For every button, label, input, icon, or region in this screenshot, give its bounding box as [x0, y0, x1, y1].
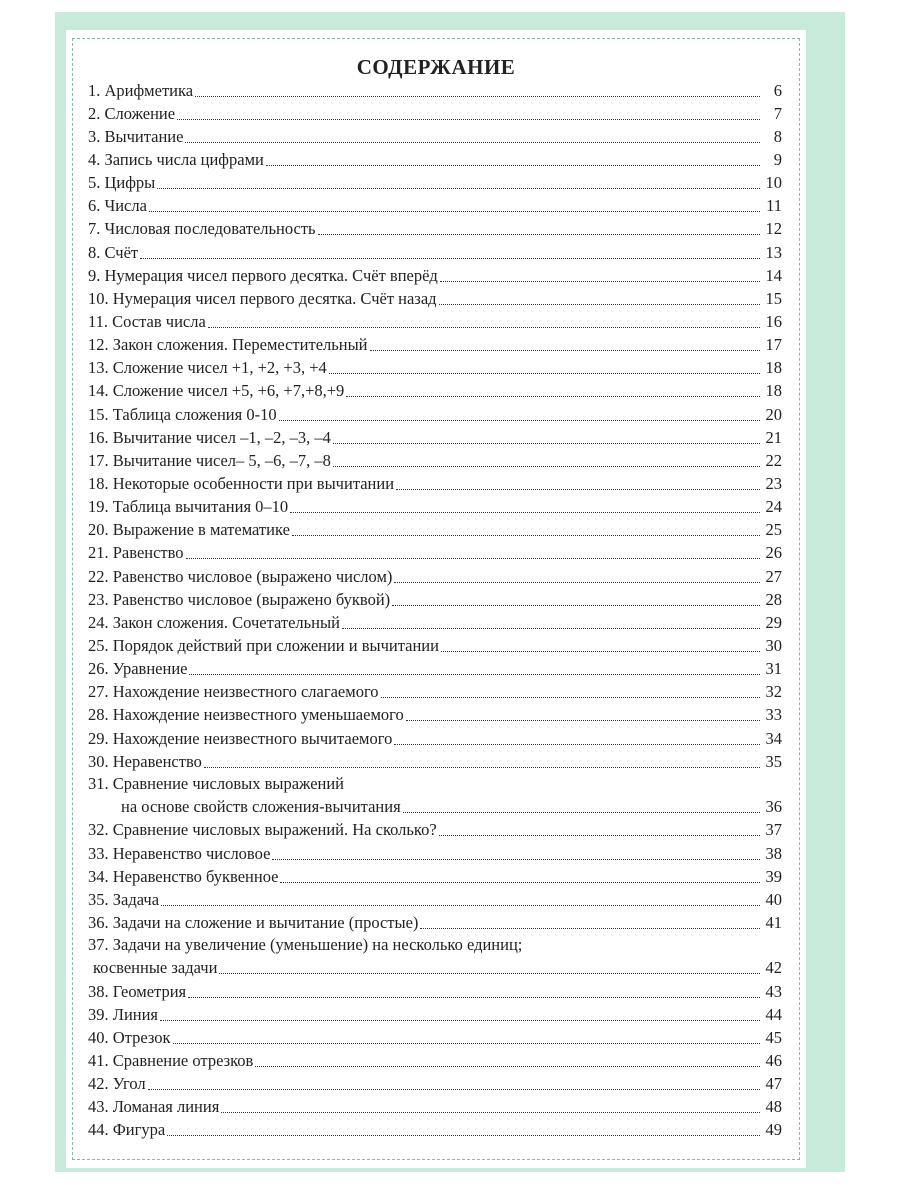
toc-page-number: 43	[765, 981, 782, 1001]
page-title: СОДЕРЖАНИЕ	[356, 55, 516, 79]
toc-entry[interactable]	[88, 286, 782, 309]
toc-entry-title: 37. Задачи на увеличение (уменьшение) на несколько единиц;	[88, 934, 523, 954]
dot-leader	[290, 511, 760, 513]
dot-leader	[195, 95, 760, 97]
dot-leader	[149, 210, 760, 212]
toc-entry[interactable]	[88, 309, 782, 332]
toc-entry-title: 15. Таблица сложения 0-10	[88, 404, 277, 424]
toc-entry[interactable]	[88, 656, 782, 679]
toc-entry-title: 14. Сложение чисел +5, +6, +7,+8,+9	[88, 381, 345, 401]
toc-entry[interactable]	[88, 355, 782, 378]
toc-page-number: 22	[765, 450, 782, 470]
toc-entry[interactable]	[88, 725, 782, 748]
toc-entry-title: 21. Равенство	[88, 543, 184, 563]
dot-leader	[333, 442, 760, 444]
toc-entry[interactable]	[88, 239, 782, 262]
dot-leader	[439, 303, 760, 305]
toc-entry[interactable]	[88, 749, 782, 772]
toc-entry-title: 24. Закон сложения. Сочетательный	[88, 612, 340, 632]
toc-entry[interactable]	[88, 448, 782, 471]
toc-page-number: 46	[765, 1050, 782, 1070]
toc-page-number: 6	[773, 80, 782, 100]
dot-leader	[279, 419, 760, 421]
toc-page-number: 33	[765, 705, 782, 725]
toc-page-number: 37	[765, 820, 782, 840]
toc-entry-title: 11. Состав числа	[88, 312, 206, 332]
toc-entry-title: 12. Закон сложения. Переместительный	[88, 335, 368, 355]
dot-leader	[272, 858, 760, 860]
toc-entry-title: 44. Фигура	[88, 1120, 166, 1140]
dot-leader	[167, 1134, 760, 1136]
toc-entry[interactable]	[88, 1025, 782, 1048]
toc-page-number: 45	[765, 1027, 782, 1047]
dot-leader	[177, 118, 760, 120]
dot-leader	[440, 280, 760, 282]
dot-leader	[173, 1042, 760, 1044]
toc-entry[interactable]	[88, 147, 782, 170]
dot-leader	[396, 488, 760, 490]
toc-entry-title: 10. Нумерация чисел первого десятка. Счёт назад	[88, 288, 437, 308]
toc-page-number: 9	[773, 150, 782, 170]
toc-entry-title: 27. Нахождение неизвестного слагаемого	[88, 682, 379, 702]
toc-page-number: 11	[766, 196, 782, 216]
toc-entry-title: 16. Вычитание чисел –1, –2, –3, –4	[88, 427, 331, 447]
toc-page-number: 8	[773, 126, 782, 146]
toc-entry-title: 20. Выражение в математике	[88, 520, 290, 540]
toc-page-number: 40	[765, 889, 782, 909]
toc-entry[interactable]	[88, 1002, 782, 1025]
dot-leader	[219, 972, 760, 974]
toc-entry[interactable]	[88, 702, 782, 725]
toc-page-number: 32	[765, 682, 782, 702]
toc-entry-title: на основе свойств сложения-вычитания	[121, 797, 401, 817]
dot-leader	[255, 1065, 760, 1067]
toc-page-number: 48	[765, 1097, 782, 1117]
toc-page-number: 42	[765, 958, 782, 978]
toc-entry[interactable]	[88, 1071, 782, 1094]
toc-entry-title: 19. Таблица вычитания 0–10	[88, 497, 289, 517]
toc-entry-title: 4. Запись числа цифрами	[88, 150, 264, 170]
dot-leader	[406, 719, 760, 721]
toc-page-number: 28	[765, 589, 782, 609]
toc-page-number: 49	[765, 1120, 782, 1140]
toc-entry-title: 28. Нахождение неизвестного уменьшаемого	[88, 705, 404, 725]
toc-entry-title: 13. Сложение чисел +1, +2, +3, +4	[88, 358, 327, 378]
dot-leader	[266, 164, 760, 166]
toc-entry-title: косвенные задачи	[93, 958, 218, 978]
dot-leader	[403, 811, 760, 813]
toc-entry-title: 38. Геометрия	[88, 981, 187, 1001]
toc-entry[interactable]	[88, 494, 782, 517]
toc-entry-title: 39. Линия	[88, 1004, 159, 1024]
toc-entry-title: 2. Сложение	[88, 103, 176, 123]
toc-page-number: 18	[765, 381, 782, 401]
toc-page-number: 34	[765, 728, 782, 748]
toc-entry[interactable]	[88, 216, 782, 239]
dot-leader	[208, 326, 760, 328]
toc-page-number: 23	[765, 474, 782, 494]
toc-entry[interactable]	[88, 540, 782, 563]
toc-page-number: 26	[765, 543, 782, 563]
dot-leader	[420, 927, 760, 929]
toc-entry-title: 40. Отрезок	[88, 1027, 171, 1047]
toc-entry-title: 31. Сравнение числовых выражений	[88, 773, 345, 793]
dot-leader	[185, 141, 760, 143]
dot-leader	[160, 1019, 760, 1021]
toc-entry-title: 33. Неравенство числовое	[88, 843, 271, 863]
dot-leader	[394, 581, 760, 583]
toc-entry[interactable]	[88, 332, 782, 355]
toc-entry-title: 9. Нумерация чисел первого десятка. Счёт вперёд	[88, 265, 438, 285]
toc-page-number: 18	[765, 358, 782, 378]
toc-page-number: 31	[765, 659, 782, 679]
toc-entry[interactable]	[88, 1117, 782, 1140]
dot-leader	[394, 743, 760, 745]
toc-entry[interactable]	[88, 910, 782, 933]
toc-page-number: 7	[773, 103, 782, 123]
toc-entry-title: 5. Цифры	[88, 173, 156, 193]
toc-page-number: 21	[765, 427, 782, 447]
toc-entry[interactable]	[88, 78, 782, 101]
toc-page-number: 29	[765, 612, 782, 632]
toc-page-number: 27	[765, 566, 782, 586]
toc-page-number: 38	[765, 843, 782, 863]
toc-page-number: 16	[765, 312, 782, 332]
toc-page-number: 25	[765, 520, 782, 540]
toc-page-number: 20	[765, 404, 782, 424]
toc-page-number: 41	[765, 912, 782, 932]
contents-page	[66, 30, 806, 1168]
toc-entry-title: 32. Сравнение числовых выражений. На сколько?	[88, 820, 437, 840]
toc-entry[interactable]	[88, 772, 782, 818]
toc-entry-title: 30. Неравенство	[88, 751, 202, 771]
dot-leader	[148, 1088, 760, 1090]
toc-entry[interactable]	[88, 633, 782, 656]
toc-entry[interactable]	[88, 378, 782, 401]
toc-entry-title: 23. Равенство числовое (выражено буквой)	[88, 589, 391, 609]
toc-entry[interactable]	[88, 124, 782, 147]
toc-entry[interactable]	[88, 840, 782, 863]
toc-entry-title: 36. Задачи на сложение и вычитание (простые)	[88, 912, 419, 932]
dot-leader	[157, 187, 760, 189]
toc-entry[interactable]	[88, 193, 782, 216]
toc-page-number: 24	[765, 497, 782, 517]
toc-page-number: 17	[765, 335, 782, 355]
dot-leader	[439, 834, 760, 836]
toc-entry[interactable]	[88, 817, 782, 840]
toc-entry[interactable]	[88, 1094, 782, 1117]
toc-entry-title: 8. Счёт	[88, 242, 139, 262]
toc-entry[interactable]	[88, 471, 782, 494]
toc-entry-title: 26. Уравнение	[88, 659, 188, 679]
toc-entry-title: 22. Равенство числовое (выражено числом)	[88, 566, 393, 586]
dot-leader	[292, 534, 760, 536]
toc-page-number: 12	[765, 219, 782, 239]
dot-leader	[140, 257, 760, 259]
dot-leader	[186, 557, 760, 559]
toc-entry[interactable]	[88, 101, 782, 124]
dot-leader	[204, 766, 760, 768]
toc-page-number: 15	[765, 288, 782, 308]
dot-leader	[441, 650, 760, 652]
toc-entry-title: 3. Вычитание	[88, 126, 184, 146]
toc-entry[interactable]	[88, 1048, 782, 1071]
dot-leader	[381, 696, 760, 698]
toc-entry[interactable]	[88, 263, 782, 286]
dot-leader	[370, 349, 760, 351]
toc-entry[interactable]	[88, 170, 782, 193]
toc-page-number: 14	[765, 265, 782, 285]
toc-entry[interactable]	[88, 401, 782, 424]
table-of-contents	[88, 78, 782, 1140]
toc-page-number: 30	[765, 636, 782, 656]
toc-entry[interactable]	[88, 978, 782, 1001]
toc-entry[interactable]	[88, 587, 782, 610]
dot-leader	[188, 996, 760, 998]
toc-page-number: 44	[765, 1004, 782, 1024]
toc-entry[interactable]	[88, 563, 782, 586]
toc-entry-title: 35. Задача	[88, 889, 160, 909]
dot-leader	[189, 673, 760, 675]
toc-entry-title: 25. Порядок действий при сложении и вычитании	[88, 636, 439, 656]
dot-leader	[318, 233, 760, 235]
toc-entry-title: 18. Некоторые особенности при вычитании	[88, 474, 395, 494]
toc-entry-title: 42. Угол	[88, 1074, 146, 1094]
toc-entry[interactable]	[88, 933, 782, 979]
toc-entry[interactable]	[88, 425, 782, 448]
toc-entry[interactable]	[88, 679, 782, 702]
dot-leader	[342, 627, 760, 629]
toc-entry-title: 43. Ломаная линия	[88, 1097, 220, 1117]
toc-entry[interactable]	[88, 887, 782, 910]
dot-leader	[392, 604, 760, 606]
dot-leader	[161, 904, 760, 906]
toc-entry-title: 1. Арифметика	[88, 80, 194, 100]
toc-entry-title: 29. Нахождение неизвестного вычитаемого	[88, 728, 393, 748]
toc-page-number: 47	[765, 1074, 782, 1094]
toc-entry[interactable]	[88, 517, 782, 540]
toc-entry[interactable]	[88, 864, 782, 887]
toc-page-number: 35	[765, 751, 782, 771]
toc-page-number: 13	[765, 242, 782, 262]
dot-leader	[280, 881, 760, 883]
toc-entry[interactable]	[88, 610, 782, 633]
toc-entry-title: 34. Неравенство буквенное	[88, 866, 279, 886]
toc-page-number: 10	[765, 173, 782, 193]
dot-leader	[333, 465, 760, 467]
toc-entry-title: 17. Вычитание чисел– 5, –6, –7, –8	[88, 450, 331, 470]
toc-entry-title: 7. Числовая последовательность	[88, 219, 316, 239]
toc-page-number: 36	[765, 797, 782, 817]
dot-leader	[346, 395, 760, 397]
toc-entry-title: 6. Числа	[88, 196, 147, 216]
toc-entry-title: 41. Сравнение отрезков	[88, 1050, 254, 1070]
toc-page-number: 39	[765, 866, 782, 886]
dot-leader	[329, 372, 760, 374]
dot-leader	[221, 1111, 760, 1113]
